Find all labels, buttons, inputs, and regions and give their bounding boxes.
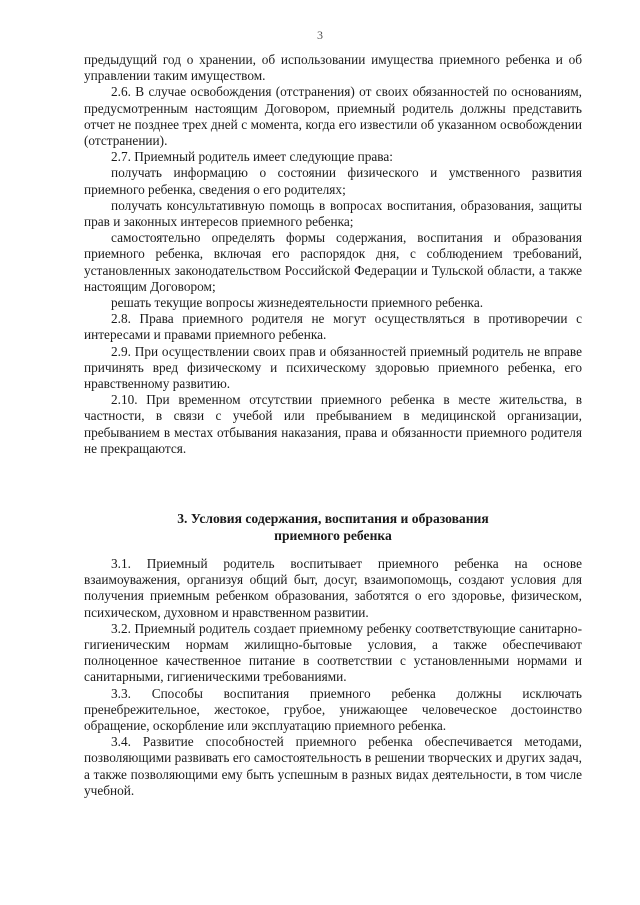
paragraph: 2.10. При временном отсутствии приемного ребенка в месте жительства, в частности, в связи с учебой или пребыванием в медицинской организации, пребыванием в местах отбывания наказания, права и обязанности приемного родителя не прекращаются. — [84, 392, 582, 456]
paragraph: 2.6. В случае освобождения (отстранения) от своих обязанностей по основаниям, предусмотренным настоящим Договором, приемный родитель должны представить отчет не позднее трех дней с момента, когда его известили об указанном освобождении (отстранении). — [84, 84, 582, 149]
paragraph: 2.8. Права приемного родителя не могут осуществляться в противоречии с интересами и правами приемного ребенка. — [84, 311, 582, 343]
section-heading — [84, 510, 582, 544]
page-number: 3 — [317, 28, 323, 42]
list-item: получать консультативную помощь в вопросах воспитания, образования, защиты прав и законных интересов приемного ребенка; — [84, 197, 582, 230]
section-heading-line: 3. Условия содержания, воспитания и образования — [177, 511, 489, 526]
paragraph: 3.3. Способы воспитания приемного ребенка должны исключать пренебрежительное, жестокое, грубое, унижающее человеческое достоинство обращение, оскорбление или эксплуатацию приемного ребенка. — [84, 685, 582, 734]
section-3-body — [84, 556, 582, 799]
section-2-continuation — [84, 52, 582, 457]
paragraph: 3.4. Развитие способностей приемного ребенка обеспечивается методами, позволяющими развивать его самостоятельность в решении творческих и других задач, а также позволяющими ему быть успешным в разных видах деятельности, в том числе учебной. — [84, 734, 582, 798]
list-item: самостоятельно определять формы содержания, воспитания и образования приемного ребенка, включая его распорядок дня, с соблюдением требований, установленных законодательством Российской Федерации и Тульской области, а также настоящим Договором; — [84, 230, 582, 294]
paragraph: 3.2. Приемный родитель создает приемному ребенку соответствующие санитарно-гигиеническим нормам жилищно-бытовые условия, а также обеспечивают полноценное качественное питание в соответствии с установленными нормами и санитарными, гигиеническими требованиями. — [84, 620, 582, 685]
section-heading-line: приемного ребенка — [274, 528, 392, 543]
list-item: решать текущие вопросы жизнедеятельности приемного ребенка. — [111, 295, 484, 311]
paragraph: предыдущий год о хранении, об использовании имущества приемного ребенка и об управлении таким имуществом. — [84, 52, 582, 84]
list-item: получать информацию о состоянии физического и умственного развития приемного ребенка, сведения о его родителях; — [84, 165, 582, 197]
paragraph: 3.1. Приемный родитель воспитывает приемного ребенка на основе взаимоуважения, организуя общий быт, досуг, взаимопомощь, создают условия для получения приемным ребенком образования, заботятся о его здоровье, физическом, психическом, духовном и нравственном развитии. — [84, 556, 582, 620]
paragraph: 2.7. Приемный родитель имеет следующие права: — [111, 149, 394, 165]
paragraph: 2.9. При осуществлении своих прав и обязанностей приемный родитель не вправе причинять вред физическому и психическому здоровью приемного ребенка, его нравственному развитию. — [84, 343, 582, 392]
